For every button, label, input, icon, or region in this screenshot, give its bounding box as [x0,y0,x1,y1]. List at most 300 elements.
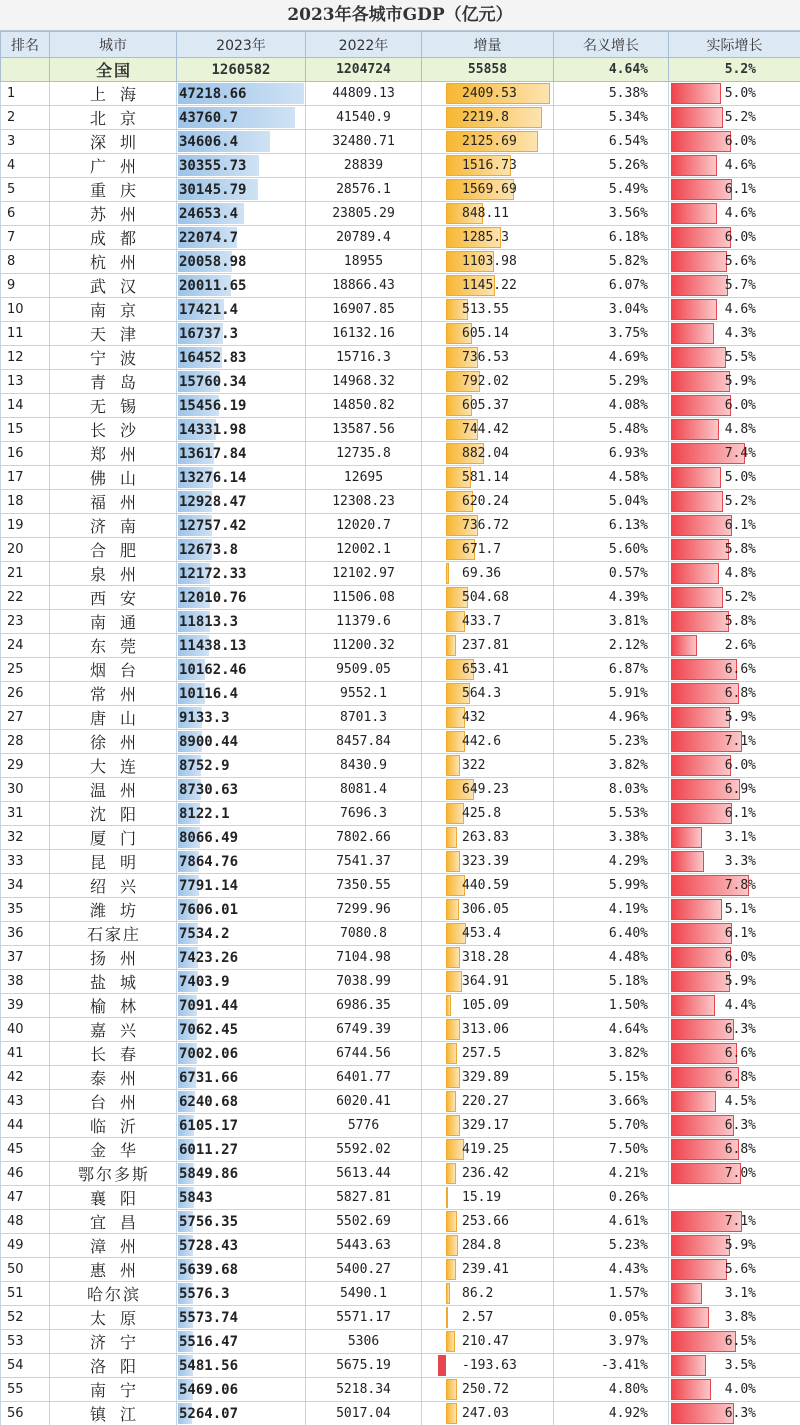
nominal-growth-cell: 1.57% [554,1282,669,1306]
table-row [1,610,800,634]
increase-cell [422,1306,554,1330]
real-growth-value: 5.2% [725,494,756,509]
table-row [1,82,800,106]
real-growth-value: 6.9% [725,782,756,797]
gdp-2023-cell [177,370,306,394]
table-row [1,1306,800,1330]
gdp-2023-value: 15456.19 [177,398,246,414]
rank-cell: 14 [1,394,50,418]
gdp-2023-value: 5573.74 [177,1310,238,1326]
gdp-2022-cell: 6986.35 [306,994,422,1018]
city-cell: 潍坊 [50,898,177,922]
nominal-growth-cell: 6.87% [554,658,669,682]
table-row [1,442,800,466]
rank-cell: 44 [1,1114,50,1138]
gdp-2023-value: 5849.86 [177,1166,238,1182]
table-row [1,1066,800,1090]
real-growth-bar [671,539,729,560]
increase-value: 2125.69 [422,134,517,149]
real-growth-bar [671,395,731,416]
nominal-growth-cell: 5.82% [554,250,669,274]
gdp-2023-value: 7864.76 [177,854,238,870]
increase-cell [422,634,554,658]
table-row [1,1330,800,1354]
real-growth-cell [669,874,800,898]
real-growth-bar [671,467,721,488]
real-growth-cell [669,274,800,298]
real-growth-value: 5.0% [725,470,756,485]
increase-cell [422,586,554,610]
real-growth-cell [669,1282,800,1306]
gdp-2022-cell: 11506.08 [306,586,422,610]
table-row [1,874,800,898]
gdp-2023-cell [177,298,306,322]
increase-value: 442.6 [422,734,501,749]
table-row [1,274,800,298]
gdp-2023-value: 30145.79 [177,182,246,198]
gdp-2023-value: 8900.44 [177,734,238,750]
city-cell: 漳州 [50,1234,177,1258]
gdp-2023-value: 12010.76 [177,590,246,606]
city-cell: 常州 [50,682,177,706]
real-growth-cell [669,394,800,418]
gdp-2023-cell [177,538,306,562]
increase-cell [422,274,554,298]
increase-cell [422,1066,554,1090]
nominal-growth-cell: 4.92% [554,1402,669,1426]
city-cell: 郑州 [50,442,177,466]
nominal-growth-cell: 5.29% [554,370,669,394]
gdp-2022-cell: 8081.4 [306,778,422,802]
table-row [1,250,800,274]
rank-cell: 28 [1,730,50,754]
city-cell: 成都 [50,226,177,250]
real-growth-value: 5.6% [725,1262,756,1277]
increase-value: 736.72 [422,518,509,533]
nominal-growth-cell: 2.12% [554,634,669,658]
gdp-2022-cell: 18955 [306,250,422,274]
gdp-2023-cell [177,754,306,778]
increase-value: 329.89 [422,1070,509,1085]
increase-cell [422,394,554,418]
real-growth-bar [671,491,723,512]
rank-cell: 41 [1,1042,50,1066]
increase-value: 1569.69 [422,182,517,197]
rank-cell: 36 [1,922,50,946]
gdp-2023-value: 5576.3 [177,1286,230,1302]
gdp-2022-cell: 14850.82 [306,394,422,418]
nominal-growth-cell: 6.40% [554,922,669,946]
real-growth-cell [669,994,800,1018]
real-growth-value: 6.8% [725,1070,756,1085]
increase-cell [422,754,554,778]
increase-value: 306.05 [422,902,509,917]
increase-cell [422,1234,554,1258]
rank-cell: 31 [1,802,50,826]
gdp-2023-cell [177,490,306,514]
table-row [1,586,800,610]
increase-cell [422,922,554,946]
real-growth-cell [669,442,800,466]
rank-cell: 56 [1,1402,50,1426]
nominal-growth-cell: 5.53% [554,802,669,826]
gdp-2023-cell [177,418,306,442]
table-row [1,154,800,178]
increase-value: 250.72 [422,1382,509,1397]
gdp-2023-value: 34606.4 [177,134,238,150]
increase-value: 322 [422,758,485,773]
gdp-2022-cell: 5613.44 [306,1162,422,1186]
rank-cell: 3 [1,130,50,154]
table-row [1,706,800,730]
nominal-growth-cell: 5.60% [554,538,669,562]
gdp-2022-cell: 41540.9 [306,106,422,130]
real-growth-bar [671,1259,727,1280]
real-growth-cell [669,1066,800,1090]
gdp-2023-value: 11438.13 [177,638,246,654]
gdp-2023-value: 20058.98 [177,254,246,270]
gdp-2023-cell [177,466,306,490]
gdp-2023-cell [177,1330,306,1354]
real-growth-cell [669,178,800,202]
increase-value: 504.68 [422,590,509,605]
city-cell: 南通 [50,610,177,634]
real-growth-value: 6.1% [725,806,756,821]
rank-cell: 29 [1,754,50,778]
gdp-2022-cell: 5592.02 [306,1138,422,1162]
nominal-growth-cell: 5.18% [554,970,669,994]
rank-cell: 10 [1,298,50,322]
increase-value: 605.37 [422,398,509,413]
city-cell: 宁波 [50,346,177,370]
rank-cell: 22 [1,586,50,610]
rank-cell: 49 [1,1234,50,1258]
real-growth-cell [669,1186,800,1210]
increase-value: 620.24 [422,494,509,509]
gdp-2023-cell [177,130,306,154]
real-growth-value: 5.0% [725,86,756,101]
city-cell: 东莞 [50,634,177,658]
nominal-growth-cell: 4.19% [554,898,669,922]
rank-cell: 15 [1,418,50,442]
increase-cell [422,322,554,346]
real-growth-value: 4.6% [725,206,756,221]
table-row [1,1354,800,1378]
gdp-2023-cell [177,226,306,250]
gdp-2022-cell: 5017.04 [306,1402,422,1426]
real-growth-cell [669,538,800,562]
table-row [1,1090,800,1114]
real-growth-cell [669,1258,800,1282]
increase-value: 736.53 [422,350,509,365]
increase-value: 210.47 [422,1334,509,1349]
city-cell: 榆林 [50,994,177,1018]
real-growth-bar [671,827,702,848]
rank-cell: 21 [1,562,50,586]
gdp-2023-cell [177,1186,306,1210]
rank-cell: 51 [1,1282,50,1306]
city-cell: 苏州 [50,202,177,226]
real-growth-cell [669,418,800,442]
increase-value: 1516.73 [422,158,517,173]
table-title: 2023年各城市GDP（亿元） [0,0,800,31]
city-cell: 哈尔滨 [50,1282,177,1306]
rank-cell: 13 [1,370,50,394]
real-growth-value: 6.1% [725,926,756,941]
gdp-2023-cell [177,922,306,946]
gdp-2023-cell [177,658,306,682]
increase-cell [422,1258,554,1282]
gdp-2023-value: 30355.73 [177,158,246,174]
table-row [1,634,800,658]
table-row [1,826,800,850]
rank-cell: 54 [1,1354,50,1378]
gdp-2023-value: 47218.66 [177,86,246,102]
gdp-2022-cell: 20789.4 [306,226,422,250]
gdp-2023-cell [177,1138,306,1162]
increase-value: 433.7 [422,614,501,629]
rank-cell: 17 [1,466,50,490]
increase-cell [422,1354,554,1378]
gdp-2022-cell: 32480.71 [306,130,422,154]
increase-cell [422,1114,554,1138]
gdp-2023-value: 5516.47 [177,1334,238,1350]
gdp-2022-cell: 12735.8 [306,442,422,466]
increase-cell [422,946,554,970]
increase-value: 2409.53 [422,86,517,101]
real-growth-bar [671,227,731,248]
real-growth-cell [669,154,800,178]
increase-cell [422,1162,554,1186]
increase-cell [422,1282,554,1306]
increase-cell [422,250,554,274]
real-growth-cell [669,634,800,658]
rank-cell: 32 [1,826,50,850]
gdp-2022-cell: 7541.37 [306,850,422,874]
table-row [1,946,800,970]
national-rank [1,58,50,82]
real-growth-cell [669,514,800,538]
real-growth-value: 4.8% [725,566,756,581]
gdp-2023-cell [177,106,306,130]
real-growth-value: 6.6% [725,1046,756,1061]
increase-value: 15.19 [422,1190,501,1205]
increase-value: 649.23 [422,782,509,797]
real-growth-bar [671,971,730,992]
real-growth-bar [671,1379,711,1400]
table-row [1,394,800,418]
real-growth-cell [669,682,800,706]
gdp-2023-value: 12673.8 [177,542,238,558]
header-row [1,32,800,58]
real-growth-bar [671,1355,706,1376]
increase-value: 257.5 [422,1046,501,1061]
table-row [1,370,800,394]
gdp-2022-cell: 7350.55 [306,874,422,898]
gdp-2022-cell: 28839 [306,154,422,178]
nominal-growth-cell: 5.38% [554,82,669,106]
increase-cell [422,730,554,754]
table-row [1,1210,800,1234]
increase-value: 239.41 [422,1262,509,1277]
increase-cell [422,1378,554,1402]
table-row [1,202,800,226]
gdp-2023-value: 22074.7 [177,230,238,246]
real-growth-bar [671,203,717,224]
increase-value: 86.2 [422,1286,493,1301]
real-growth-value: 7.0% [725,1166,756,1181]
rank-cell: 40 [1,1018,50,1042]
increase-value: 69.36 [422,566,501,581]
gdp-2023-value: 24653.4 [177,206,238,222]
rank-cell: 33 [1,850,50,874]
increase-cell [422,538,554,562]
nominal-growth-cell: 7.50% [554,1138,669,1162]
table-row [1,298,800,322]
real-growth-value: 6.6% [725,662,756,677]
rank-cell: 5 [1,178,50,202]
increase-cell [422,562,554,586]
increase-value: 564.3 [422,686,501,701]
gdp-2023-value: 6240.68 [177,1094,238,1110]
gdp-2023-value: 8752.9 [177,758,230,774]
gdp-2022-cell: 5443.63 [306,1234,422,1258]
increase-value: 2.57 [422,1310,493,1325]
header-real-growth: 实际增长 [669,32,800,58]
gdp-2022-cell: 5306 [306,1330,422,1354]
increase-cell [422,130,554,154]
real-growth-cell [669,226,800,250]
rank-cell: 38 [1,970,50,994]
real-growth-cell [669,1354,800,1378]
real-growth-bar [671,611,729,632]
real-growth-value: 7.4% [725,446,756,461]
increase-value: -193.63 [422,1358,517,1373]
table-row [1,1162,800,1186]
city-cell: 昆明 [50,850,177,874]
real-growth-value: 3.5% [725,1358,756,1373]
increase-value: 313.06 [422,1022,509,1037]
city-cell: 长沙 [50,418,177,442]
gdp-2023-cell [177,634,306,658]
rank-cell: 27 [1,706,50,730]
increase-cell [422,490,554,514]
gdp-2023-cell [177,730,306,754]
real-growth-bar [671,707,730,728]
nominal-growth-cell: 1.50% [554,994,669,1018]
nominal-growth-cell: 0.26% [554,1186,669,1210]
nominal-growth-cell: 6.54% [554,130,669,154]
real-growth-cell [669,730,800,754]
real-growth-cell [669,1402,800,1426]
real-growth-value: 5.8% [725,614,756,629]
city-rows [1,82,800,1426]
gdp-2023-cell [177,1378,306,1402]
city-cell: 鄂尔多斯 [50,1162,177,1186]
city-cell: 嘉兴 [50,1018,177,1042]
table-row [1,490,800,514]
real-growth-cell [669,298,800,322]
gdp-2022-cell: 16132.16 [306,322,422,346]
table-row [1,106,800,130]
table-row [1,1402,800,1426]
gdp-2023-cell [177,778,306,802]
nominal-growth-cell: 4.69% [554,346,669,370]
gdp-2022-cell: 5490.1 [306,1282,422,1306]
gdp-2023-cell [177,394,306,418]
rank-cell: 53 [1,1330,50,1354]
gdp-2023-value: 16737.3 [177,326,238,342]
increase-value: 364.91 [422,974,509,989]
nominal-growth-cell: 4.58% [554,466,669,490]
city-cell: 广州 [50,154,177,178]
gdp-2023-cell [177,1234,306,1258]
rank-cell: 11 [1,322,50,346]
gdp-2023-cell [177,1018,306,1042]
increase-cell [422,1018,554,1042]
table-row [1,970,800,994]
gdp-2023-value: 11813.3 [177,614,238,630]
city-cell: 唐山 [50,706,177,730]
increase-cell [422,1042,554,1066]
real-growth-cell [669,1042,800,1066]
gdp-2023-cell [177,442,306,466]
real-growth-bar [671,923,732,944]
city-cell: 南京 [50,298,177,322]
real-growth-cell [669,1378,800,1402]
gdp-2022-cell: 5571.17 [306,1306,422,1330]
gdp-2023-value: 13276.14 [177,470,246,486]
city-cell: 惠州 [50,1258,177,1282]
real-growth-bar [671,1091,716,1112]
gdp-2023-cell [177,274,306,298]
nominal-growth-cell: 5.70% [554,1114,669,1138]
increase-cell [422,778,554,802]
gdp-2022-cell: 15716.3 [306,346,422,370]
real-growth-value: 7.1% [725,1214,756,1229]
header-gdp-2023: 2023年 [177,32,306,58]
real-growth-bar [671,107,723,128]
gdp-2023-value: 8066.49 [177,830,238,846]
real-growth-bar [671,803,732,824]
real-growth-value: 6.8% [725,686,756,701]
gdp-2023-value: 7091.44 [177,998,238,1014]
gdp-2023-cell [177,202,306,226]
gdp-2023-value: 7002.06 [177,1046,238,1062]
nominal-growth-cell: 3.38% [554,826,669,850]
city-cell: 绍兴 [50,874,177,898]
gdp-2023-cell [177,1306,306,1330]
real-growth-value: 4.0% [725,1382,756,1397]
real-growth-value: 3.1% [725,830,756,845]
real-growth-cell [669,1330,800,1354]
rank-cell: 35 [1,898,50,922]
real-growth-cell [669,1018,800,1042]
real-growth-bar [671,371,730,392]
gdp-2023-value: 7403.9 [177,974,230,990]
nominal-growth-cell: 6.18% [554,226,669,250]
gdp-2022-cell: 7038.99 [306,970,422,994]
increase-value: 263.83 [422,830,509,845]
real-growth-value: 6.3% [725,1406,756,1421]
real-growth-value: 6.0% [725,758,756,773]
real-growth-bar [671,515,732,536]
city-cell: 石家庄 [50,922,177,946]
real-growth-cell [669,610,800,634]
city-cell: 合肥 [50,538,177,562]
table-row [1,922,800,946]
table-row [1,178,800,202]
